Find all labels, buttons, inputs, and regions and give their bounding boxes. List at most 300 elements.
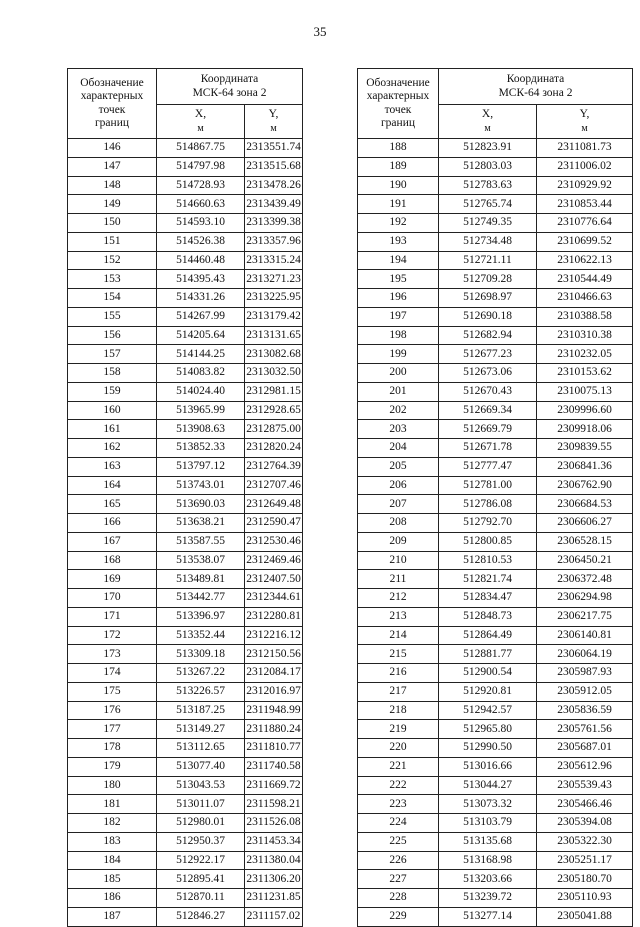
table-row	[68, 645, 303, 664]
y-cell: 2310929.92	[537, 176, 633, 195]
y-cell: 2313271.23	[245, 270, 303, 289]
y-cell: 2313225.95	[245, 289, 303, 308]
y-cell: 2306528.15	[537, 532, 633, 551]
x-cell: 514526.38	[157, 232, 245, 251]
x-cell: 513203.66	[439, 870, 537, 889]
point-cell: 156	[68, 326, 157, 345]
point-cell: 172	[68, 626, 157, 645]
y-cell: 2311669.72	[245, 776, 303, 795]
y-cell: 2306064.19	[537, 645, 633, 664]
point-cell: 193	[358, 232, 439, 251]
x-cell: 512881.77	[439, 645, 537, 664]
point-cell: 174	[68, 664, 157, 683]
x-cell: 512895.41	[157, 870, 245, 889]
point-cell: 224	[358, 814, 439, 833]
point-cell: 226	[358, 851, 439, 870]
table-row	[358, 495, 633, 514]
table-row	[358, 851, 633, 870]
y-cell: 2309839.55	[537, 439, 633, 458]
table-row	[358, 889, 633, 908]
point-cell: 203	[358, 420, 439, 439]
x-cell: 512698.97	[439, 289, 537, 308]
y-cell: 2311598.21	[245, 795, 303, 814]
point-cell: 152	[68, 251, 157, 270]
y-cell: 2305987.93	[537, 664, 633, 683]
x-cell: 512721.11	[439, 251, 537, 270]
point-label-line: точек	[384, 103, 412, 116]
y-cell: 2310466.63	[537, 289, 633, 308]
point-cell: 159	[68, 382, 157, 401]
x-cell: 512749.35	[439, 214, 537, 233]
y-cell: 2312981.15	[245, 382, 303, 401]
point-cell: 188	[358, 139, 439, 158]
x-cell: 514867.75	[157, 139, 245, 158]
table-row	[358, 720, 633, 739]
table-row	[358, 326, 633, 345]
point-cell: 194	[358, 251, 439, 270]
table-row	[358, 420, 633, 439]
x-cell: 512669.34	[439, 401, 537, 420]
x-cell: 512920.81	[439, 682, 537, 701]
x-cell: 514024.40	[157, 382, 245, 401]
x-cell: 512690.18	[439, 307, 537, 326]
y-cell: 2305539.43	[537, 776, 633, 795]
point-cell: 146	[68, 139, 157, 158]
table-row	[358, 176, 633, 195]
point-label-header	[68, 69, 157, 139]
y-cell: 2311810.77	[245, 739, 303, 758]
table-row	[68, 214, 303, 233]
x-cell: 513011.07	[157, 795, 245, 814]
table-row	[358, 682, 633, 701]
point-label-line: границ	[380, 117, 416, 129]
point-cell: 175	[68, 682, 157, 701]
point-cell: 149	[68, 195, 157, 214]
x-cell: 512810.53	[439, 551, 537, 570]
y-cell: 2310622.13	[537, 251, 633, 270]
y-cell: 2312084.17	[245, 664, 303, 683]
y-cell: 2306762.90	[537, 476, 633, 495]
point-cell: 212	[358, 589, 439, 608]
y-cell: 2305251.17	[537, 851, 633, 870]
x-cell: 512870.11	[157, 889, 245, 908]
table-row	[358, 382, 633, 401]
coordinates-body-left	[68, 139, 303, 927]
y-cell: 2305322.30	[537, 832, 633, 851]
x-unit: м	[484, 122, 491, 134]
coordinates-table-right	[357, 68, 633, 927]
table-row	[68, 532, 303, 551]
y-cell: 2312707.46	[245, 476, 303, 495]
table-row	[68, 907, 303, 926]
y-cell: 2306372.48	[537, 570, 633, 589]
x-cell: 512922.17	[157, 851, 245, 870]
y-cell: 2310388.58	[537, 307, 633, 326]
point-cell: 177	[68, 720, 157, 739]
coordinate-title: Координата	[200, 73, 259, 85]
table-row	[68, 270, 303, 289]
point-cell: 182	[68, 814, 157, 833]
table-row	[68, 514, 303, 533]
table-row	[358, 439, 633, 458]
y-cell: 2306140.81	[537, 626, 633, 645]
x-cell: 512765.74	[439, 195, 537, 214]
table-row	[68, 701, 303, 720]
y-cell: 2311948.99	[245, 701, 303, 720]
y-cell: 2310232.05	[537, 345, 633, 364]
point-cell: 228	[358, 889, 439, 908]
table-row	[68, 139, 303, 158]
x-cell: 513587.55	[157, 532, 245, 551]
table-row	[358, 626, 633, 645]
point-cell: 178	[68, 739, 157, 758]
y-cell: 2312875.00	[245, 420, 303, 439]
table-row	[68, 476, 303, 495]
y-cell: 2311380.04	[245, 851, 303, 870]
point-cell: 225	[358, 832, 439, 851]
point-cell: 163	[68, 457, 157, 476]
table-row	[68, 157, 303, 176]
point-cell: 208	[358, 514, 439, 533]
y-cell: 2306217.75	[537, 607, 633, 626]
point-cell: 195	[358, 270, 439, 289]
x-cell: 513135.68	[439, 832, 537, 851]
y-cell: 2306841.36	[537, 457, 633, 476]
point-cell: 214	[358, 626, 439, 645]
x-cell: 512709.28	[439, 270, 537, 289]
x-cell: 512792.70	[439, 514, 537, 533]
y-cell: 2312764.39	[245, 457, 303, 476]
x-cell: 513149.27	[157, 720, 245, 739]
table-row	[68, 345, 303, 364]
y-unit: м	[581, 122, 588, 134]
y-cell: 2313357.96	[245, 232, 303, 251]
x-cell: 513965.99	[157, 401, 245, 420]
point-cell: 201	[358, 382, 439, 401]
x-cell: 513908.63	[157, 420, 245, 439]
x-header	[439, 105, 537, 139]
x-cell: 512823.91	[439, 139, 537, 158]
point-cell: 153	[68, 270, 157, 289]
point-cell: 217	[358, 682, 439, 701]
page-number: 35	[313, 24, 327, 39]
point-cell: 213	[358, 607, 439, 626]
table-row	[68, 457, 303, 476]
y-cell: 2305612.96	[537, 757, 633, 776]
table-row	[68, 814, 303, 833]
table-row	[68, 757, 303, 776]
y-cell: 2313032.50	[245, 364, 303, 383]
y-cell: 2306684.53	[537, 495, 633, 514]
table-row	[68, 851, 303, 870]
x-cell: 514660.63	[157, 195, 245, 214]
point-cell: 200	[358, 364, 439, 383]
table-row	[68, 439, 303, 458]
point-cell: 166	[68, 514, 157, 533]
x-cell: 512669.79	[439, 420, 537, 439]
table-row	[358, 832, 633, 851]
y-cell: 2312407.50	[245, 570, 303, 589]
point-cell: 196	[358, 289, 439, 308]
point-cell: 186	[68, 889, 157, 908]
table-row	[358, 739, 633, 758]
point-cell: 160	[68, 401, 157, 420]
x-cell: 512777.47	[439, 457, 537, 476]
x-header	[157, 105, 245, 139]
y-header	[245, 105, 303, 139]
y-cell: 2306294.98	[537, 589, 633, 608]
y-cell: 2309918.06	[537, 420, 633, 439]
x-cell: 513016.66	[439, 757, 537, 776]
table-row	[68, 664, 303, 683]
x-cell: 513226.57	[157, 682, 245, 701]
table-row	[68, 682, 303, 701]
x-cell: 512803.03	[439, 157, 537, 176]
point-cell: 151	[68, 232, 157, 251]
x-cell: 514205.64	[157, 326, 245, 345]
y-cell: 2312469.46	[245, 551, 303, 570]
point-label-line: Обозначение	[80, 76, 144, 89]
point-cell: 220	[358, 739, 439, 758]
point-cell: 162	[68, 439, 157, 458]
x-cell: 514144.25	[157, 345, 245, 364]
y-cell: 2312649.48	[245, 495, 303, 514]
point-cell: 198	[358, 326, 439, 345]
point-cell: 229	[358, 907, 439, 926]
point-cell: 148	[68, 176, 157, 195]
table-row	[68, 607, 303, 626]
y-cell: 2305394.08	[537, 814, 633, 833]
point-label-line: характерных	[80, 90, 144, 102]
point-cell: 158	[68, 364, 157, 383]
x-cell: 512783.63	[439, 176, 537, 195]
y-cell: 2311081.73	[537, 139, 633, 158]
point-cell: 222	[358, 776, 439, 795]
y-cell: 2312590.47	[245, 514, 303, 533]
table-row	[358, 364, 633, 383]
x-cell: 513073.32	[439, 795, 537, 814]
table-row	[358, 664, 633, 683]
table-row	[358, 401, 633, 420]
y-cell: 2310310.38	[537, 326, 633, 345]
coordinates-body-right	[358, 139, 633, 927]
table-row	[358, 195, 633, 214]
x-cell: 513043.53	[157, 776, 245, 795]
y-cell: 2313131.65	[245, 326, 303, 345]
point-cell: 171	[68, 607, 157, 626]
table-row	[358, 157, 633, 176]
point-cell: 199	[358, 345, 439, 364]
table-row	[358, 345, 633, 364]
point-cell: 165	[68, 495, 157, 514]
x-cell: 512848.73	[439, 607, 537, 626]
point-cell: 190	[358, 176, 439, 195]
y-cell: 2310776.64	[537, 214, 633, 233]
x-cell: 512990.50	[439, 739, 537, 758]
y-cell: 2312016.97	[245, 682, 303, 701]
point-cell: 181	[68, 795, 157, 814]
table-row	[68, 232, 303, 251]
x-cell: 512671.78	[439, 439, 537, 458]
point-cell: 187	[68, 907, 157, 926]
x-cell: 512950.37	[157, 832, 245, 851]
table-row	[68, 251, 303, 270]
x-cell: 512821.74	[439, 570, 537, 589]
point-cell: 206	[358, 476, 439, 495]
y-header	[537, 105, 633, 139]
y-label: Y,	[579, 108, 590, 120]
x-cell: 513187.25	[157, 701, 245, 720]
y-cell: 2310153.62	[537, 364, 633, 383]
y-cell: 2313315.24	[245, 251, 303, 270]
point-cell: 180	[68, 776, 157, 795]
table-row	[358, 270, 633, 289]
point-cell: 210	[358, 551, 439, 570]
table-row	[358, 645, 633, 664]
point-cell: 170	[68, 589, 157, 608]
table-row	[358, 139, 633, 158]
x-cell: 512786.08	[439, 495, 537, 514]
y-cell: 2305110.93	[537, 889, 633, 908]
table-row	[358, 476, 633, 495]
x-cell: 512734.48	[439, 232, 537, 251]
x-unit: м	[197, 122, 204, 134]
table-row	[68, 551, 303, 570]
y-cell: 2312928.65	[245, 401, 303, 420]
x-cell: 513852.33	[157, 439, 245, 458]
point-cell: 216	[358, 664, 439, 683]
point-cell: 192	[358, 214, 439, 233]
x-cell: 513489.81	[157, 570, 245, 589]
point-cell: 223	[358, 795, 439, 814]
y-cell: 2310853.44	[537, 195, 633, 214]
y-cell: 2306606.27	[537, 514, 633, 533]
point-cell: 197	[358, 307, 439, 326]
x-cell: 513309.18	[157, 645, 245, 664]
point-cell: 167	[68, 532, 157, 551]
table-row	[358, 776, 633, 795]
x-cell: 514460.48	[157, 251, 245, 270]
table-row	[68, 289, 303, 308]
y-cell: 2305912.05	[537, 682, 633, 701]
table-row	[68, 870, 303, 889]
y-cell: 2305761.56	[537, 720, 633, 739]
y-cell: 2313478.26	[245, 176, 303, 195]
x-cell: 512781.00	[439, 476, 537, 495]
x-cell: 513396.97	[157, 607, 245, 626]
x-cell: 513044.27	[439, 776, 537, 795]
x-cell: 512965.80	[439, 720, 537, 739]
table-row	[68, 195, 303, 214]
x-cell: 513638.21	[157, 514, 245, 533]
table-row	[358, 907, 633, 926]
table-row	[358, 214, 633, 233]
x-cell: 512682.94	[439, 326, 537, 345]
x-cell: 514797.98	[157, 157, 245, 176]
y-cell: 2311453.34	[245, 832, 303, 851]
coordinate-title: Координата	[506, 73, 565, 85]
x-cell: 512864.49	[439, 626, 537, 645]
y-cell: 2312150.56	[245, 645, 303, 664]
table-row	[68, 795, 303, 814]
x-cell: 513538.07	[157, 551, 245, 570]
point-label-header	[358, 69, 439, 139]
y-cell: 2313179.42	[245, 307, 303, 326]
x-cell: 513112.65	[157, 739, 245, 758]
point-cell: 169	[68, 570, 157, 589]
y-cell: 2312530.46	[245, 532, 303, 551]
point-cell: 161	[68, 420, 157, 439]
x-cell: 513277.14	[439, 907, 537, 926]
point-cell: 218	[358, 701, 439, 720]
y-unit: м	[270, 122, 277, 134]
y-cell: 2310075.13	[537, 382, 633, 401]
point-label-line: характерных	[366, 90, 430, 102]
point-cell: 184	[68, 851, 157, 870]
table-row	[358, 757, 633, 776]
x-cell: 512834.47	[439, 589, 537, 608]
table-row	[358, 814, 633, 833]
y-cell: 2305836.59	[537, 701, 633, 720]
x-cell: 513352.44	[157, 626, 245, 645]
table-row	[68, 420, 303, 439]
x-label: X,	[481, 108, 494, 120]
y-cell: 2313551.74	[245, 139, 303, 158]
table-row	[358, 589, 633, 608]
x-cell: 512942.57	[439, 701, 537, 720]
table-row	[358, 701, 633, 720]
y-cell: 2313082.68	[245, 345, 303, 364]
x-cell: 513077.40	[157, 757, 245, 776]
y-cell: 2312216.12	[245, 626, 303, 645]
x-cell: 513168.98	[439, 851, 537, 870]
y-cell: 2312820.24	[245, 439, 303, 458]
table-row	[358, 532, 633, 551]
point-cell: 183	[68, 832, 157, 851]
point-cell: 150	[68, 214, 157, 233]
point-cell: 215	[358, 645, 439, 664]
y-cell: 2310544.49	[537, 270, 633, 289]
y-cell: 2311306.20	[245, 870, 303, 889]
point-cell: 189	[358, 157, 439, 176]
x-cell: 514331.26	[157, 289, 245, 308]
x-cell: 512800.85	[439, 532, 537, 551]
point-cell: 176	[68, 701, 157, 720]
point-cell: 191	[358, 195, 439, 214]
table-row	[68, 495, 303, 514]
point-label-line: границ	[94, 117, 130, 129]
table-row	[358, 307, 633, 326]
table-row	[358, 570, 633, 589]
point-label-line: точек	[98, 103, 126, 116]
coordinate-header	[439, 69, 633, 105]
y-cell: 2313439.49	[245, 195, 303, 214]
point-cell: 157	[68, 345, 157, 364]
table-row	[358, 457, 633, 476]
table-row	[358, 251, 633, 270]
table-row	[68, 382, 303, 401]
point-cell: 227	[358, 870, 439, 889]
point-cell: 204	[358, 439, 439, 458]
table-row	[68, 889, 303, 908]
table-row	[358, 795, 633, 814]
table-row	[68, 739, 303, 758]
table-row	[358, 607, 633, 626]
point-label-line: Обозначение	[366, 76, 430, 89]
point-cell: 168	[68, 551, 157, 570]
point-cell: 179	[68, 757, 157, 776]
x-cell: 513797.12	[157, 457, 245, 476]
